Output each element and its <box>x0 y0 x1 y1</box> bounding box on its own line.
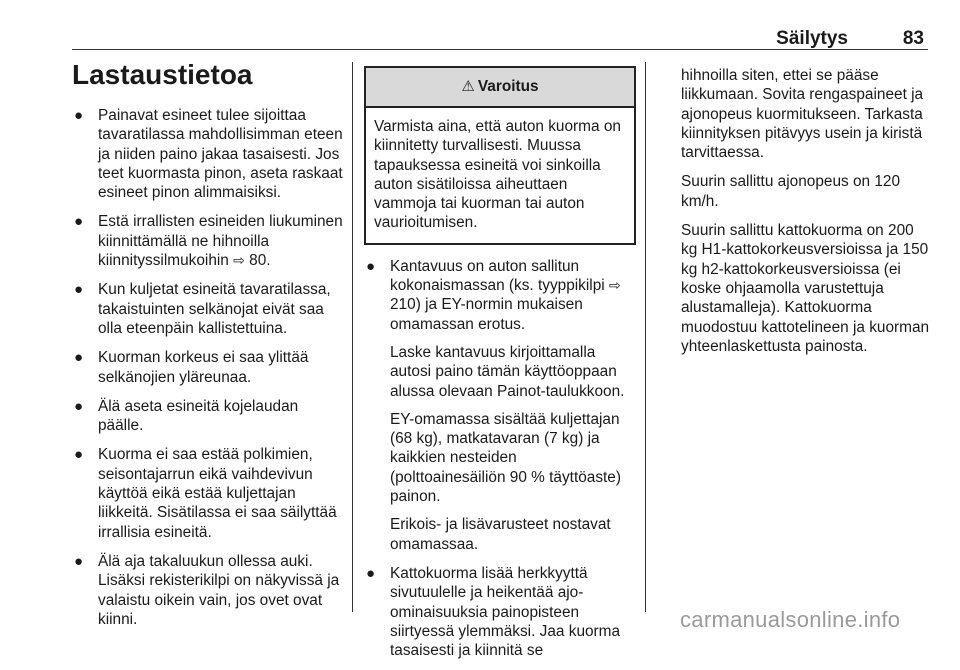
column-3 <box>681 66 931 366</box>
list-item <box>72 212 344 270</box>
list-item-text: . <box>266 252 271 270</box>
column-1 <box>72 58 344 639</box>
list-item-text: ) ja EY-normin mukaisen omamassan erotus. <box>390 296 583 333</box>
warning-body: Varmista aina, että auton kuorma on kiinnitetty turvallisesti. Muussa tapauksessa esineitä voi sinkoilla auton sisätiloissa aiheuttaen vammoja tai kuorman tai auton vaurioitumisen. <box>374 118 621 232</box>
column-2 <box>364 66 636 670</box>
list-item-text: Kun kuljetat esineitä tavaratilassa, takaistuinten selkänojat eivät saa olla eteenpäin kallistettuina. <box>98 281 331 337</box>
column-divider-2 <box>645 62 646 612</box>
page-reference-link[interactable]: 80 <box>249 252 267 270</box>
list-item <box>72 280 344 338</box>
list-item <box>72 445 344 541</box>
list-item-paragraph: Laske kantavuus kirjoittamalla autosi paino tämän käyttöoppaan alussa olevaan Painot-taulukkoon. <box>390 343 625 400</box>
section-title: Säilytys <box>776 28 848 49</box>
list-item-text: Kuorman korkeus ei saa ylittää selkänojien yläreunaa. <box>98 349 309 386</box>
loading-tips-list <box>72 106 344 629</box>
list-item <box>72 397 344 436</box>
bullet-dot-icon: ● <box>366 564 376 582</box>
paragraph: hihnoilla siten, ettei se pääse liikkumaan. Sovita rengaspaineet ja ajonopeus kuormitukseen. Tarkasta kiinnityksen pitävyys usein ja kiristä tarvittaessa. <box>681 67 924 162</box>
page-reference-arrow-icon: ⇨ <box>608 277 621 294</box>
list-item-text: Kattokuorma lisää herkkyyttä sivutuulelle ja heikentää ajo-ominaisuuksia painopisteen siirtyessä ylemmäksi. Jaa kuorma tasaisesti ja kiinnitä se <box>390 564 621 660</box>
warning-triangle-icon: ⚠ <box>461 78 475 96</box>
page-reference-link[interactable]: 210 <box>390 296 416 314</box>
bullet-dot-icon: ● <box>74 213 84 231</box>
list-item <box>72 552 344 629</box>
bullet-dot-icon: ● <box>74 397 84 415</box>
list-item-text: Älä aja takaluukun ollessa auki. Lisäksi rekisterikilpi on näkyvissä ja valaistu oikein vain, jos ovet ovat kiinni. <box>98 552 340 628</box>
list-item <box>364 564 636 660</box>
warning-title: Varoitus <box>477 78 539 96</box>
list-item-paragraph: Erikois- ja lisävarusteet nostavat omamassaa. <box>390 516 611 553</box>
bullet-dot-icon: ● <box>74 281 84 299</box>
paragraph: Suurin sallittu kattokuorma on 200 kg H1-kattokorkeusversioissa ja 150 kg h2-kattokorkeusversioissa (ei koske ohjaamolla varustettuja alustamalleja). Kattokuorma muodostuu kattotelineen ja kuorman yhteenlaskettusta painosta. <box>681 222 930 355</box>
capacity-list <box>364 257 636 661</box>
list-item <box>72 348 344 387</box>
list-item-text: Kantavuus on auton sallitun kokonaismassan (ks. tyyppikilpi <box>390 257 609 295</box>
list-item-text: Painavat esineet tulee sijoittaa tavaratilassa mahdollisimman eteen ja niiden paino jakaa tasaisesti. Jos teet kuormasta pinon, aseta raskaat esineet pinon alimmaisiksi. <box>98 107 343 202</box>
list-item <box>364 257 636 554</box>
list-item-text: Kuorma ei saa estää polkimien, seisontajarrun eikä vaihdevivun käyttöä eikä estää kuljettajan liikkeitä. Sisätilassa ei saa säilyttää irrallisia esineitä. <box>98 446 337 541</box>
header-divider <box>72 49 928 50</box>
bullet-dot-icon: ● <box>74 552 84 570</box>
list-item-paragraph: EY-omamassa sisältää kuljettajan (68 kg), matkatavaran (7 kg) ja kaikkien nesteiden (polttoainesäiliön 90 % täyttöaste) painon. <box>390 410 621 506</box>
page-number: 83 <box>902 28 924 49</box>
page-header <box>0 0 960 50</box>
watermark: carmanualsonline.info <box>680 607 901 632</box>
list-item-text: Estä irrallisten esineiden liukuminen kiinnittämällä ne hihnoilla kiinnityssilmukoihin <box>98 213 343 270</box>
warning-box <box>364 66 636 245</box>
bullet-dot-icon: ● <box>74 107 84 124</box>
page-heading: Lastaustietoa <box>72 59 253 90</box>
bullet-dot-icon: ● <box>74 446 84 464</box>
warning-header <box>366 68 634 108</box>
bullet-dot-icon: ● <box>366 257 376 275</box>
list-item-text: Älä aseta esineitä kojelaudan päälle. <box>98 397 299 435</box>
paragraph: Suurin sallittu ajonopeus on 120 km/h. <box>681 173 901 210</box>
column-divider-1 <box>352 62 353 612</box>
page-reference-arrow-icon: ⇨ <box>233 252 245 269</box>
list-item <box>72 106 344 202</box>
bullet-dot-icon: ● <box>74 349 84 367</box>
